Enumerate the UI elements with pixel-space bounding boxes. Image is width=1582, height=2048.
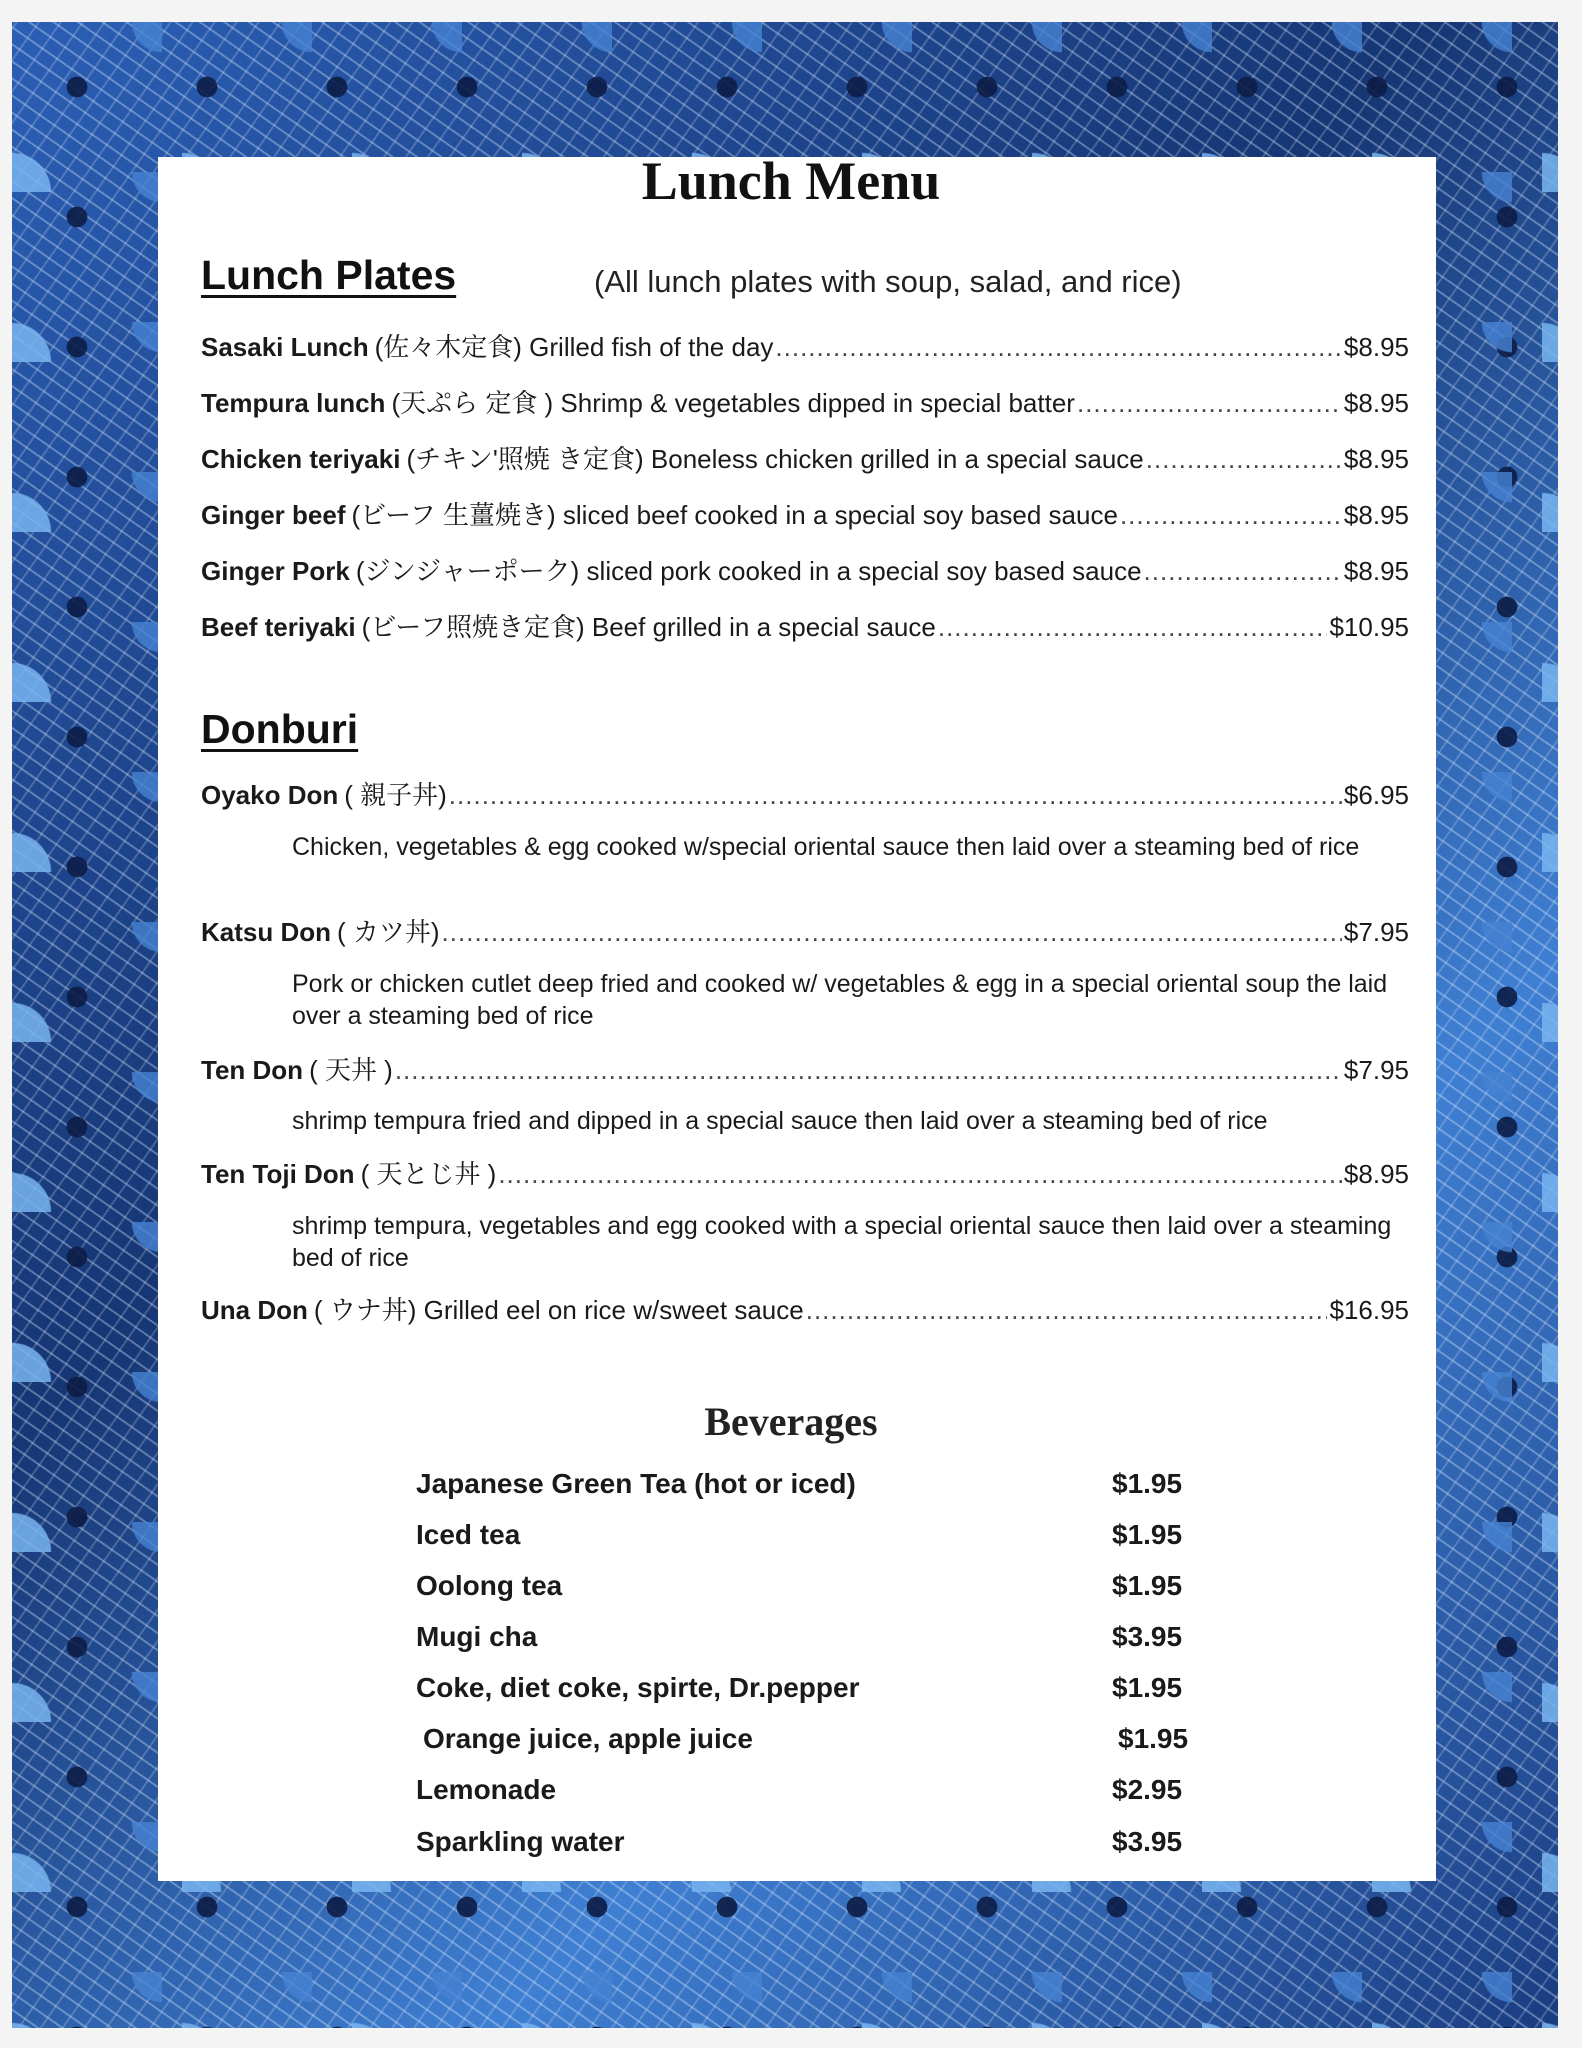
donburi-item <box>201 775 1409 812</box>
beverage-price: $1.95 <box>1112 1468 1183 1499</box>
dot-leader <box>1144 556 1342 587</box>
beverage-price: $3.95 <box>1112 1826 1183 1857</box>
item-price: $8.95 <box>1343 556 1409 586</box>
beverage-name: Iced tea <box>416 1519 521 1550</box>
item-desc: ( 天丼 ) <box>309 1055 393 1085</box>
dot-leader <box>1120 500 1342 531</box>
menu-title: Lunch Menu <box>641 151 941 211</box>
item-price: $16.95 <box>1329 1295 1409 1325</box>
item-price: $10.95 <box>1329 612 1409 642</box>
donburi-item <box>201 912 1409 949</box>
item-name: Oyako Don <box>201 780 339 810</box>
item-name: Katsu Don <box>201 917 331 947</box>
dot-leader <box>938 612 1328 643</box>
item-detail: Pork or chicken cutlet deep fried and cooked w/ vegetables & egg in a special oriental soup the laid over a steaming bed of rice <box>292 970 1388 1030</box>
dot-leader <box>775 332 1342 363</box>
beverage-name: Orange juice, apple juice <box>423 1723 753 1754</box>
item-price: $8.95 <box>1343 1159 1409 1189</box>
beverage-name: Lemonade <box>416 1774 557 1805</box>
dot-leader <box>442 917 1342 948</box>
item-desc: (ジンジャーポーク) sliced pork cooked in a special soy based sauce <box>355 556 1142 586</box>
lunch-item <box>201 495 1409 532</box>
lunch-item <box>201 383 1409 420</box>
lunch-item <box>201 607 1409 644</box>
item-name: Beef teriyaki <box>201 612 356 642</box>
beverages-heading: Beverages <box>704 1399 878 1444</box>
item-desc: (ビーフ照焼き定食) Beef grilled in a special sauce <box>361 612 936 642</box>
lunch-item <box>201 439 1409 476</box>
item-name: Chicken teriyaki <box>201 444 401 474</box>
dot-leader <box>395 1055 1342 1086</box>
beverage-price: $1.95 <box>1112 1672 1183 1703</box>
dot-leader <box>449 780 1342 811</box>
item-price: $8.95 <box>1343 332 1409 362</box>
item-name: Ten Toji Don <box>201 1159 355 1189</box>
item-detail: shrimp tempura, vegetables and egg cooked with a special oriental sauce then laid over a steaming bed of rice <box>292 1212 1392 1272</box>
item-detail: Chicken, vegetables & egg cooked w/special oriental sauce then laid over a steaming bed of rice <box>292 833 1360 861</box>
donburi-item <box>201 1290 1409 1327</box>
item-name: Sasaki Lunch <box>201 332 369 362</box>
lunch-item <box>201 551 1409 588</box>
dot-leader <box>806 1295 1328 1326</box>
item-desc: ( ウナ丼) Grilled eel on rice w/sweet sauce <box>313 1295 804 1325</box>
donburi-heading: Donburi <box>201 706 359 752</box>
item-name: Tempura lunch <box>201 388 386 418</box>
item-name: Ginger Pork <box>201 556 350 586</box>
beverage-price: $3.95 <box>1112 1621 1183 1652</box>
beverage-name: Oolong tea <box>416 1570 563 1601</box>
dot-leader <box>1146 444 1342 475</box>
lunch-plates-heading: Lunch Plates <box>201 252 457 298</box>
item-desc: (チキン'照焼 き定食) Boneless chicken grilled in a special sauce <box>406 444 1144 474</box>
item-desc: ( カツ丼) <box>337 917 440 947</box>
beverage-name: Coke, diet coke, spirte, Dr.pepper <box>416 1672 860 1703</box>
item-price: $8.95 <box>1343 500 1409 530</box>
beverage-price: $1.95 <box>1112 1519 1183 1550</box>
beverage-name: Japanese Green Tea (hot or iced) <box>416 1468 856 1499</box>
item-price: $7.95 <box>1343 1055 1409 1085</box>
beverage-price: $1.95 <box>1118 1723 1189 1754</box>
beverage-price: $1.95 <box>1112 1570 1183 1601</box>
item-price: $8.95 <box>1343 388 1409 418</box>
item-desc: (天ぷら 定食 ) Shrimp & vegetables dipped in special batter <box>391 388 1075 418</box>
beverage-name: Sparkling water <box>416 1826 625 1857</box>
item-price: $6.95 <box>1343 780 1409 810</box>
item-detail: shrimp tempura fried and dipped in a special sauce then laid over a steaming bed of rice <box>292 1107 1268 1135</box>
item-desc: (ビーフ 生薑焼き) sliced beef cooked in a special soy based sauce <box>351 500 1118 530</box>
lunch-item <box>201 327 1409 364</box>
donburi-item <box>201 1154 1409 1191</box>
item-desc: ( 天とじ丼 ) <box>360 1159 497 1189</box>
donburi-item <box>201 1050 1409 1087</box>
item-desc: ( 親子丼) <box>344 780 447 810</box>
item-desc: (佐々木定食) Grilled fish of the day <box>374 332 774 362</box>
item-name: Una Don <box>201 1295 308 1325</box>
beverage-name: Mugi cha <box>416 1621 538 1652</box>
item-price: $8.95 <box>1343 444 1409 474</box>
beverage-price: $2.95 <box>1112 1774 1183 1805</box>
lunch-plates-note: (All lunch plates with soup, salad, and rice) <box>594 264 1182 299</box>
dot-leader <box>498 1159 1342 1190</box>
item-name: Ginger beef <box>201 500 346 530</box>
dot-leader <box>1077 388 1342 419</box>
item-price: $7.95 <box>1343 917 1409 947</box>
item-name: Ten Don <box>201 1055 304 1085</box>
